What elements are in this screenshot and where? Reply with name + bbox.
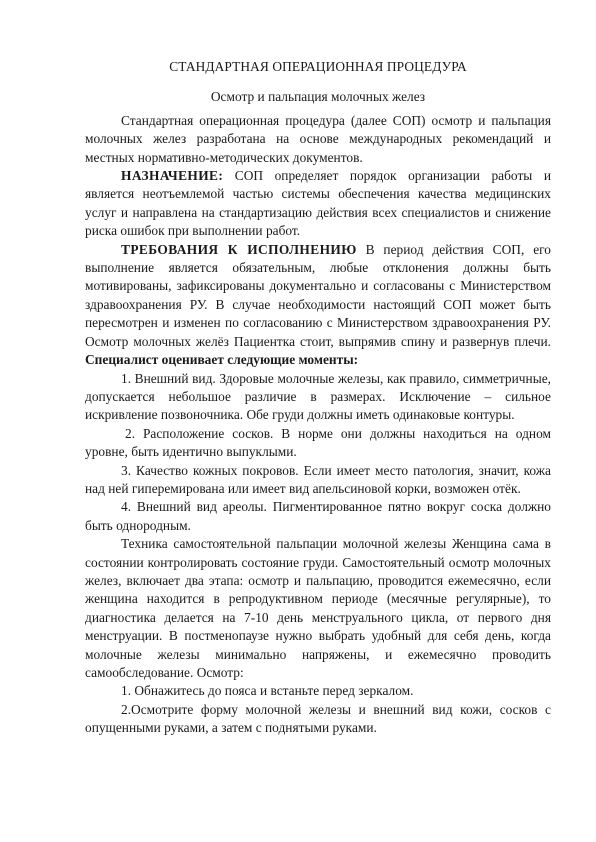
requirements-bold-tail: Специалист оценивает следующие моменты:	[85, 352, 359, 368]
purpose-text: СОП определяет порядок организации работы и является неотъемлемой частью системы обеспечения качества медицинских услуг и направлена на стандартизацию действия всех специалистов и снижение риска ошибок при выполнении работ.	[85, 168, 551, 239]
step-item-undress: 1. Обнажитесь до пояса и встаньте перед зеркалом.	[121, 683, 414, 699]
list-item-nipples: 2. Расположение сосков. В норме они должны находиться на одном уровне, быть идентично выпуклыми.	[85, 425, 551, 460]
document-page	[85, 58, 551, 738]
self-exam-paragraph: Техника самостоятельной пальпации молочной железы Женщина сама в состоянии контролировать состояние груди. Самостоятельный осмотр молочных желез, включает два этапа: осмотр и пальпацию, проводится ежемесячно, если женщина находится в репродуктивном периоде (месячные регулярные), то диагностика делается на 7-10 день менструального цикла, от первого дня менструации. В постменопаузе нужно выбрать удобный для себя день, когда молочные железы минимально напряжены, и ежемесячно проводить самообследование. Осмотр:	[85, 536, 551, 680]
step-item-inspect: 2.Осмотрите форму молочной железы и внешний вид кожи, сосков с опущенными руками, а затем с поднятыми руками.	[85, 701, 551, 736]
intro-paragraph: Стандартная операционная процедура (далее СОП) осмотр и пальпация молочных желез разработана на основе международных рекомендаций и местных нормативно-методических документов.	[85, 112, 551, 165]
requirements-text: В период действия СОП, его выполнение является обязательным, любые отклонения должны быть мотивированы, зафиксированы документально и согласованы с Министерством здравоохранения РУ. В случае необходимости настоящий СОП может быть пересмотрен и изменен по согласованию с Министерством здравоохранения РУ. Осмотр молочных желёз Пациентка стоит, выпрямив спину и развернув плечи.	[85, 241, 552, 349]
list-item-appearance: 1. Внешний вид. Здоровые молочные железы, как правило, симметричные, допускается небольшое различие в размерах. Исключение – сильное искривление позвоночника. Обе груди должны иметь одинаковые контуры.	[85, 370, 551, 423]
list-item-skin: 3. Качество кожных покровов. Если имеет место патология, значит, кожа над ней гиперемирована или имеет вид апельсиновой корки, возможен отёк.	[85, 462, 551, 496]
purpose-heading: НАЗНАЧЕНИЕ:	[121, 168, 224, 184]
purpose-paragraph	[85, 167, 551, 241]
list-item-areola: 4. Внешний вид ареолы. Пигментированное пятно вокруг соска должно быть однородным.	[85, 499, 551, 533]
document-title: СТАНДАРТНАЯ ОПЕРАЦИОННАЯ ПРОЦЕДУРА	[169, 59, 467, 74]
requirements-paragraph	[85, 241, 551, 370]
requirements-heading: ТРЕБОВАНИЯ К ИСПОЛНЕНИЮ	[121, 241, 357, 257]
document-subtitle: Осмотр и пальпация молочных желез	[210, 89, 426, 105]
